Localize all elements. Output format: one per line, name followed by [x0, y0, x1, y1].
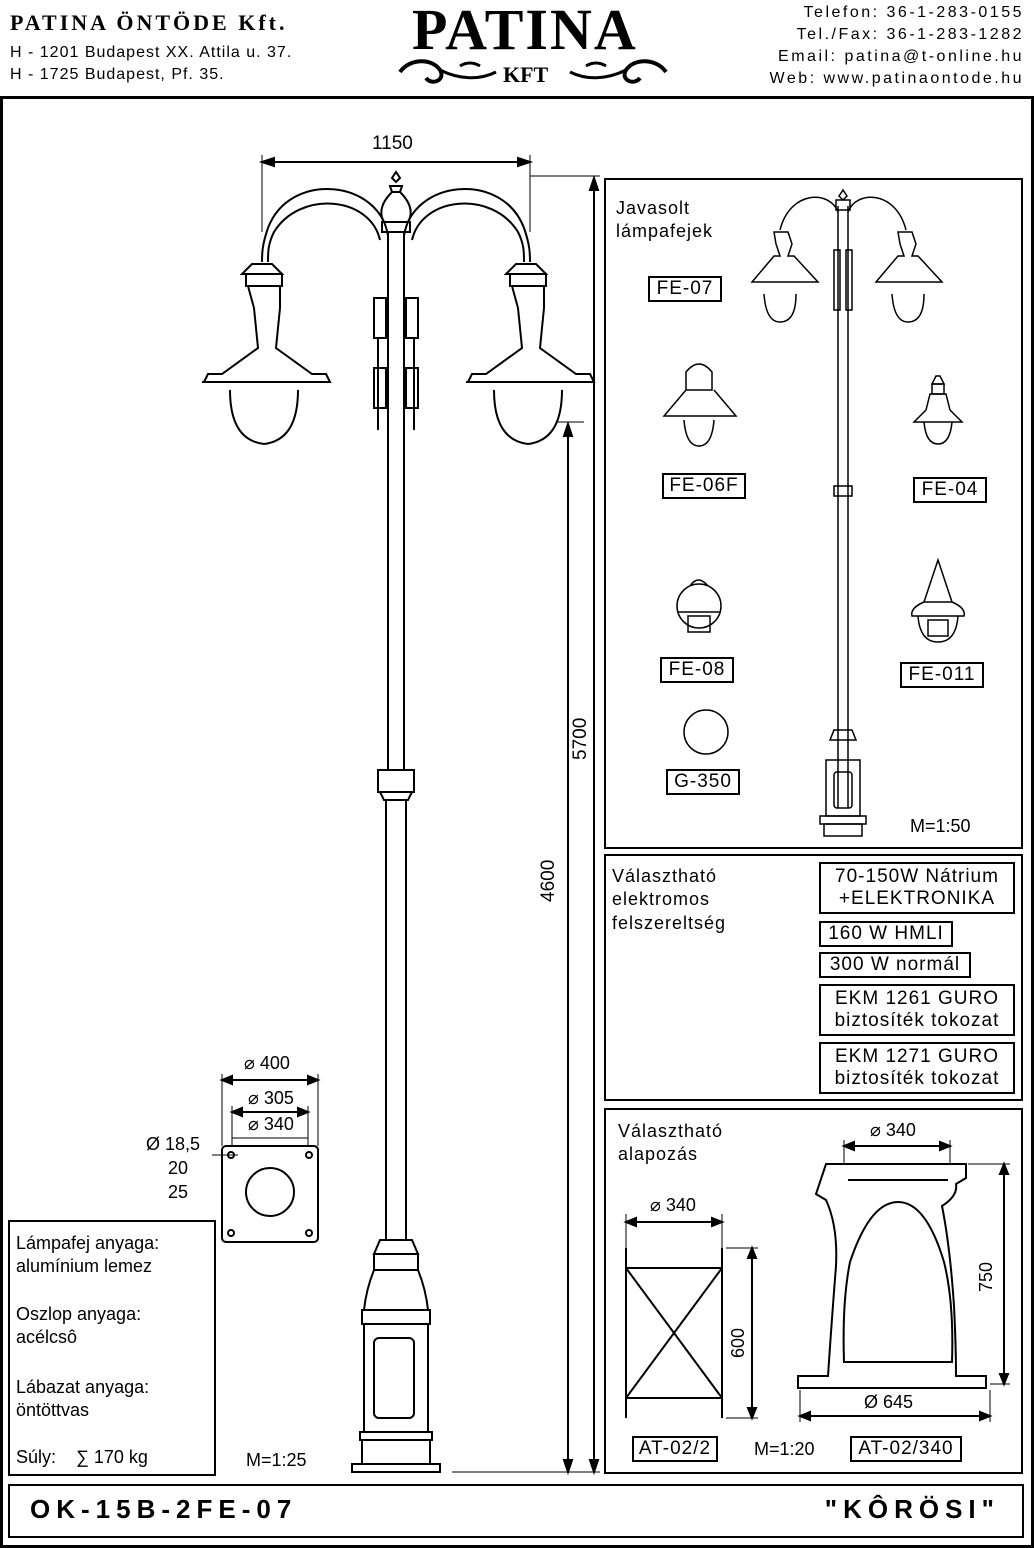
foundation-d340-left: ⌀ 340	[650, 1195, 696, 1215]
foundation-d645: Ø 645	[864, 1392, 914, 1412]
lamp-label-fe07: FE-07	[648, 276, 722, 302]
electrical-title-1: Választható	[612, 866, 718, 886]
plate-hole-d: Ø 18,5	[146, 1134, 201, 1154]
phone: Telefon: 36-1-283-0155	[803, 4, 1024, 21]
foundation-label-left: AT-02/2	[632, 1436, 718, 1462]
plate-v20: 20	[168, 1158, 189, 1178]
product-name: "KÔRÖSI"	[824, 1494, 1000, 1524]
lamp-heads-title-2: lámpafejek	[616, 221, 714, 241]
product-code: OK-15B-2FE-07	[30, 1494, 298, 1524]
electrical-option-4-line-1: EKM 1261 GURO	[835, 988, 999, 1009]
fax: Tel./Fax: 36-1-283-1282	[796, 26, 1024, 43]
electrical-option-1-line-1: 70-150W Nátrium	[835, 866, 999, 887]
foundation-d340-right-value: 340	[885, 1120, 916, 1140]
email: Email: patina@t-online.hu	[778, 48, 1024, 65]
foundation-d340-right: ⌀ 340	[870, 1120, 916, 1140]
electrical-option-3: 300 W normál	[819, 952, 971, 978]
weight-label: Súly:	[16, 1447, 57, 1467]
electrical-option-4-line-2: biztosíték tokozat	[834, 1010, 1000, 1031]
foundation-h750: 750	[976, 1261, 996, 1292]
foundation-scale: M=1:20	[754, 1439, 815, 1459]
plate-d305: ⌀ 305	[248, 1088, 294, 1108]
plate-d400: ⌀ 400	[244, 1053, 290, 1073]
company-name: PATINA ÖNTÖDE Kft.	[10, 10, 288, 35]
lamp-label-fe011: FE-011	[900, 662, 984, 688]
pole-material-value: acélcsô	[16, 1327, 78, 1347]
base-material-value: öntöttvas	[16, 1400, 90, 1420]
plate-d340-value: 340	[263, 1114, 294, 1134]
pole-material-label: Oszlop anyaga:	[16, 1304, 142, 1324]
weight-value: ∑ 170 kg	[76, 1447, 148, 1467]
lamp-material-label: Lámpafej anyaga:	[16, 1233, 160, 1253]
lamp-material-value: alumínium lemez	[16, 1256, 153, 1276]
base-material-label: Lábazat anyaga:	[16, 1377, 150, 1397]
plate-d400-value: 400	[259, 1053, 290, 1073]
foundation-title-1: Választható	[618, 1121, 724, 1141]
foundation-label-right: AT-02/340	[850, 1436, 962, 1462]
electrical-option-5-line-1: EKM 1271 GURO	[835, 1046, 999, 1067]
main-scale: M=1:25	[246, 1450, 307, 1470]
lamp-heads-title-1: Javasolt	[616, 198, 691, 218]
electrical-title-3: felszereltség	[612, 913, 727, 933]
lamp-label-fe08: FE-08	[660, 657, 734, 683]
plate-d340: ⌀ 340	[248, 1114, 294, 1134]
electrical-option-5-line-2: biztosíték tokozat	[834, 1068, 1000, 1089]
lamp-label-g350: G-350	[666, 769, 740, 795]
foundation-d340-left-value: 340	[665, 1195, 696, 1215]
foundation-h600: 600	[728, 1327, 748, 1358]
address-line-2: H - 1725 Budapest, Pf. 35.	[10, 66, 225, 83]
electrical-option-1-line-2: +ELEKTRONIKA	[838, 888, 996, 909]
lamp-label-fe04: FE-04	[913, 477, 987, 503]
lamp-label-fe06f: FE-06F	[662, 473, 746, 499]
logo-sub: KFT	[503, 62, 549, 87]
address-line-1: H - 1201 Budapest XX. Attila u. 37.	[10, 44, 293, 61]
foundation-title-2: alapozás	[618, 1144, 699, 1164]
lamp-heads-scale: M=1:50	[910, 816, 971, 836]
logo-text: PATINA	[412, 0, 638, 62]
dim-height-total: 5700	[570, 717, 591, 760]
web: Web: www.patinaontode.hu	[769, 70, 1024, 87]
plate-v25: 25	[168, 1182, 189, 1202]
electrical-title-2: elektromos	[612, 889, 711, 909]
electrical-option-2: 160 W HMLI	[819, 921, 953, 947]
plate-d305-value: 305	[263, 1088, 294, 1108]
dim-width: 1150	[372, 133, 413, 154]
dim-height-lamp: 4600	[538, 859, 559, 902]
